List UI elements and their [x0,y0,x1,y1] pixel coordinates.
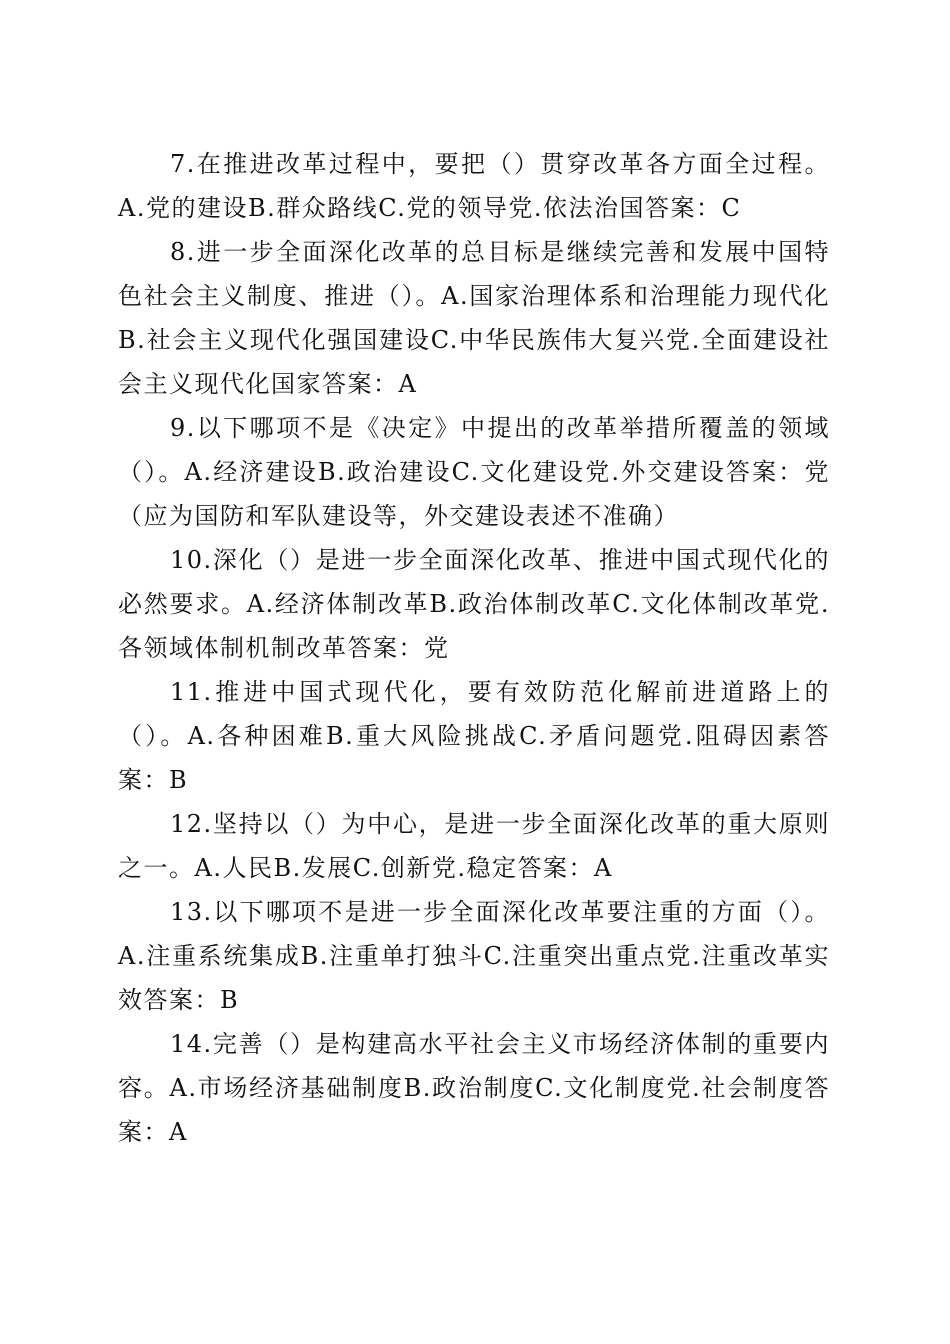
question-12: 12.坚持以（）为中心，是进一步全面深化改革的重大原则之一。A.人民B.发展C.创新党.稳定答案：A [118,810,830,882]
question-14: 14.完善（）是构建高水平社会主义市场经济体制的重要内容。A.市场经济基础制度B.政治制度C.文化制度党.社会制度答案：A [118,1030,830,1146]
question-8: 8.进一步全面深化改革的总目标是继续完善和发展中国特色社会主义制度、推进（）。A.国家治理体系和治理能力现代化B.社会主义现代化强国建设C.中华民族伟大复兴党.全面建设社会主义现代化国家答案：A [118,238,830,398]
question-11: 11.推进中国式现代化，要有效防范化解前进道路上的（）。A.各种困难B.重大风险挑战C.矛盾问题党.阻碍因素答案：B [118,678,830,794]
question-7: 7.在推进改革过程中，要把（）贯穿改革各方面全过程。A.党的建设B.群众路线C.党的领导党.依法治国答案：C [118,150,830,222]
question-10: 10.深化（）是进一步全面深化改革、推进中国式现代化的必然要求。A.经济体制改革B.政治体制改革C.文化体制改革党.各领域体制机制改革答案：党 [118,546,830,662]
question-9: 9.以下哪项不是《决定》中提出的改革举措所覆盖的领域（）。A.经济建设B.政治建设C.文化建设党.外交建设答案：党（应为国防和军队建设等，外交建设表述不准确） [118,414,830,530]
question-13: 13.以下哪项不是进一步全面深化改革要注重的方面（）。A.注重系统集成B.注重单打独斗C.注重突出重点党.注重改革实效答案：B [118,898,830,1014]
question-list [118,142,830,1154]
